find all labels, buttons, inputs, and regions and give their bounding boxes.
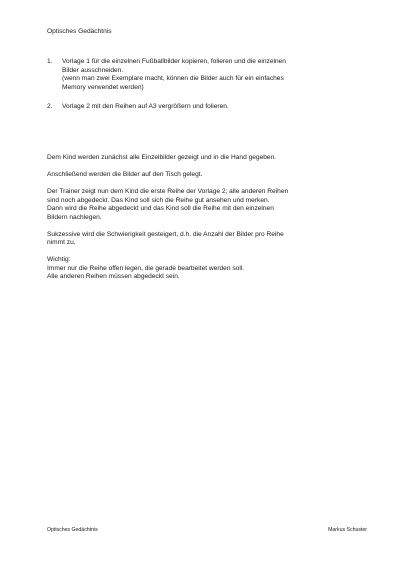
paragraph-line: Anschließend werden die Bilder auf den Tisch gelegt.: [47, 171, 203, 178]
paragraph: [47, 154, 367, 163]
paragraph-line: sind noch abgedeckt. Das Kind soll sich die Reihe gut ansehen und merken.: [47, 196, 270, 204]
list-item-line: Vorlage 1 für die einzelnen Fußballbilder kopieren, folieren und die einzelnen: [62, 58, 286, 65]
list-number: 1.: [47, 58, 53, 65]
list-number: 2.: [47, 103, 53, 110]
list-item-line: Memory verwendet werden): [62, 83, 144, 91]
paragraph: [47, 231, 367, 248]
paragraph-line: Dann wird die Reihe abgedeckt und das Kind soll die Reihe mit den einzelnen: [47, 205, 274, 212]
list-item-line: Vorlage 2 mit den Reihen auf A3 vergrößern und folieren.: [62, 103, 229, 110]
footer-left-text: Optisches Gedächtnis: [47, 527, 98, 533]
body-text: [47, 154, 367, 290]
paragraph: [47, 171, 367, 180]
paragraph-line: Der Trainer zeigt nun dem Kind die erste Reihe der Vorlage 2; alle anderen Reihen: [47, 188, 289, 195]
list-item-line: (wenn man zwei Exemplare macht, können die Bilder auch für ein einfaches: [62, 75, 284, 82]
paragraph-line: Dem Kind werden zunächst alle Einzelbilder gezeigt und in die Hand gegeben.: [47, 154, 277, 161]
instruction-list: [47, 58, 367, 123]
list-item: [47, 58, 367, 92]
footer-author: Markus Schuster: [328, 527, 367, 533]
paragraph-line: Immer nur die Reihe offen legen, die gerade bearbeitet werden soll.: [47, 264, 245, 272]
paragraph-line: nimmt zu.: [47, 239, 76, 246]
paragraph-line: Bildern nachlegen.: [47, 213, 102, 221]
paragraph: [47, 256, 367, 282]
paragraph-line: Sukzessive wird die Schwierigkeit gesteigert, d.h. die Anzahl der Bilder pro Reihe: [47, 230, 284, 238]
page-title: Optisches Gedächtnis: [47, 28, 112, 35]
paragraph-line: Wichtig:: [47, 256, 71, 263]
list-item-line: Bilder ausschneiden.: [62, 66, 124, 74]
paragraph-line: Alle anderen Reihen müssen abgedeckt sein.: [47, 273, 180, 280]
page-footer: [47, 527, 367, 534]
paragraph: [47, 188, 367, 222]
list-item: [47, 103, 367, 112]
